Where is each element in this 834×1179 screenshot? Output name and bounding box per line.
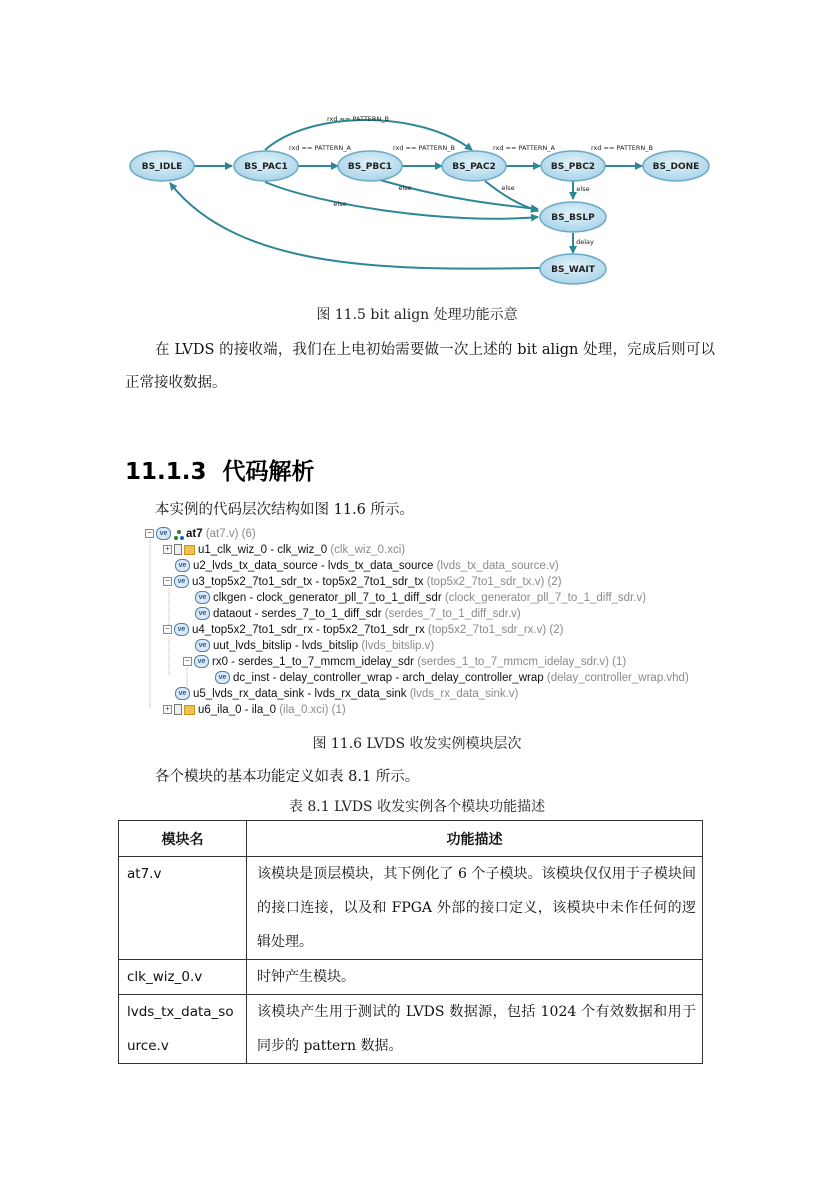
tree-item-file: (serdes_1_to_7_mmcm_idelay_sdr.v) (1) <box>417 656 627 668</box>
tree-item-file: (top5x2_7to1_sdr_tx.v) (2) <box>426 576 562 588</box>
tree-item-file: (lvds_bitslip.v) <box>361 640 435 652</box>
verilog-icon: ve <box>175 559 190 572</box>
state-label-pbc1: BS_PBC1 <box>347 162 393 172</box>
ip-core-icon <box>174 544 182 555</box>
edge-label-pac2-else: else <box>501 184 515 192</box>
module-hierarchy-tree <box>145 526 715 726</box>
verilog-icon: ve <box>174 623 189 636</box>
table-cell-desc: 时钟产生模块。 <box>247 960 703 995</box>
collapse-icon[interactable]: − <box>183 657 192 666</box>
collapse-icon[interactable]: − <box>163 577 172 586</box>
tree-item-name: uut_lvds_bitslip - lvds_bitslip <box>213 640 359 652</box>
tree-item-file: (top5x2_7to1_sdr_rx.v) (2) <box>427 624 564 636</box>
state-label-idle: BS_IDLE <box>141 162 183 172</box>
tree-item-file: (serdes_7_to_1_diff_sdr.v) <box>384 608 521 620</box>
section-heading <box>125 453 315 486</box>
vhdl-icon: ve <box>215 671 230 684</box>
tree-row-u5[interactable] <box>175 686 518 702</box>
verilog-icon: ve <box>195 639 210 652</box>
module-function-table <box>118 820 703 1064</box>
section-title: 代码解析 <box>222 459 315 485</box>
collapse-icon[interactable]: − <box>163 625 172 634</box>
table-row <box>119 857 703 960</box>
state-label-pac1: BS_PAC1 <box>244 162 288 172</box>
tree-item-name: rx0 - serdes_1_to_7_mmcm_idelay_sdr <box>212 656 414 668</box>
paragraph-table-intro: 各个模块的基本功能定义如表 8.1 所示。 <box>155 769 420 785</box>
table-cell-desc: 该模块是顶层模块，其下例化了 6 个子模块。该模块仅仅用于子模块间的接口连接，以及和 FPGA 外部的接口定义，该模块中未作任何的逻辑处理。 <box>247 857 703 960</box>
tree-item-name: u3_top5x2_7to1_sdr_tx - top5x2_7to1_sdr_tx <box>192 576 424 588</box>
tree-row-u3[interactable] <box>163 574 562 590</box>
edge-wait-idle <box>170 183 540 269</box>
edge-label-pac1-pbc1: rxd == PATTERN_A <box>289 144 351 152</box>
tree-item-name: dataout - serdes_7_to_1_diff_sdr <box>213 608 382 620</box>
paragraph-bit-align: 在 LVDS 的接收端，我们在上电初始需要做一次上述的 bit align 处理，完成后则可以正常接收数据。 <box>125 342 715 391</box>
expand-icon[interactable]: + <box>163 705 172 714</box>
tree-item-name: u4_top5x2_7to1_sdr_rx - top5x2_7to1_sdr_rx <box>192 624 425 636</box>
table-header-row <box>119 821 703 857</box>
table-header-function: 功能描述 <box>247 821 703 857</box>
edge-label-pbc1-else: else <box>398 184 412 192</box>
edge-label-pbc2-done: rxd == PATTERN_B <box>591 144 653 152</box>
tree-item-name: u5_lvds_rx_data_sink - lvds_rx_data_sink <box>193 688 407 700</box>
figure-11-6-caption: 图 11.6 LVDS 收发实例模块层次 <box>312 736 522 752</box>
tree-row-u4[interactable] <box>163 622 563 638</box>
edge-label-pac1-else: else <box>333 200 347 208</box>
edge-label-pac1-pac2: rxd == PATTERN_B <box>327 115 389 123</box>
folder-icon <box>184 545 195 555</box>
table-cell-module: clk_wiz_0.v <box>119 960 247 995</box>
tree-item-name: u2_lvds_tx_data_source - lvds_tx_data_source <box>193 560 434 572</box>
tree-row-u6[interactable] <box>163 702 346 718</box>
edge-label-pbc2-else: else <box>576 185 590 193</box>
tree-item-file: (ila_0.xci) (1) <box>279 704 346 716</box>
edge-label-pac2-pbc2: rxd == PATTERN_A <box>493 144 555 152</box>
table-cell-module: at7.v <box>119 857 247 960</box>
tree-row-clkgen[interactable] <box>195 590 646 606</box>
edge-label-delay: delay <box>576 238 594 246</box>
tree-item-file: (lvds_tx_data_source.v) <box>436 560 559 572</box>
tree-item-file: (at7.v) (6) <box>205 528 256 540</box>
verilog-icon: ve <box>195 591 210 604</box>
expand-icon[interactable]: + <box>163 545 172 554</box>
tree-item-file: (delay_controller_wrap.vhd) <box>546 672 689 684</box>
tree-row-uut[interactable] <box>195 638 434 654</box>
verilog-icon: ve <box>174 575 189 588</box>
verilog-icon: ve <box>175 687 190 700</box>
section-number: 11.1.3 <box>125 459 207 485</box>
table-row <box>119 960 703 995</box>
state-label-done: BS_DONE <box>652 162 700 172</box>
tree-item-file: (lvds_rx_data_sink.v) <box>409 688 519 700</box>
tree-row-dc-inst[interactable] <box>215 670 689 686</box>
state-label-pbc2: BS_PBC2 <box>550 162 596 172</box>
tree-item-name: u6_ila_0 - ila_0 <box>198 704 277 716</box>
state-label-bslp: BS_BSLP <box>551 213 595 223</box>
fsm-diagram <box>120 105 720 290</box>
ip-core-icon <box>174 704 182 715</box>
tree-item-file: (clk_wiz_0.xci) <box>330 544 406 556</box>
state-label-pac2: BS_PAC2 <box>452 162 496 172</box>
tree-row-u2[interactable] <box>175 558 559 574</box>
collapse-icon[interactable]: − <box>145 529 154 538</box>
tree-item-name: at7 <box>186 528 203 540</box>
table-cell-module: lvds_tx_data_source.v <box>119 995 247 1064</box>
table-row <box>119 995 703 1064</box>
table-header-module: 模块名 <box>119 821 247 857</box>
tree-row-dataout[interactable] <box>195 606 521 622</box>
tree-item-name: u1_clk_wiz_0 - clk_wiz_0 <box>198 544 328 556</box>
verilog-icon: ve <box>194 655 209 668</box>
tree-item-name: dc_inst - delay_controller_wrap - arch_delay_controller_wrap <box>233 672 544 684</box>
edge-label-pbc1-pac2: rxd == PATTERN_B <box>393 144 455 152</box>
verilog-icon: ve <box>156 527 171 540</box>
tree-row-at7[interactable] <box>145 526 256 542</box>
folder-icon <box>184 705 195 715</box>
tree-item-file: (clock_generator_pll_7_to_1_diff_sdr.v) <box>444 592 647 604</box>
state-label-wait: BS_WAIT <box>551 265 595 275</box>
tree-item-name: clkgen - clock_generator_pll_7_to_1_diff_sdr <box>213 592 442 604</box>
verilog-icon: ve <box>195 607 210 620</box>
table-caption: 表 8.1 LVDS 收发实例各个模块功能描述 <box>288 799 546 815</box>
figure-11-5-caption: 图 11.5 bit align 处理功能示意 <box>316 307 518 323</box>
hierarchy-icon <box>174 529 184 539</box>
paragraph-hierarchy-intro: 本实例的代码层次结构如图 11.6 所示。 <box>155 502 415 518</box>
tree-row-u1[interactable] <box>163 542 405 558</box>
tree-row-rx0[interactable] <box>183 654 626 670</box>
table-cell-desc: 该模块产生用于测试的 LVDS 数据源，包括 1024 个有效数据和用于同步的 pattern 数据。 <box>247 995 703 1064</box>
